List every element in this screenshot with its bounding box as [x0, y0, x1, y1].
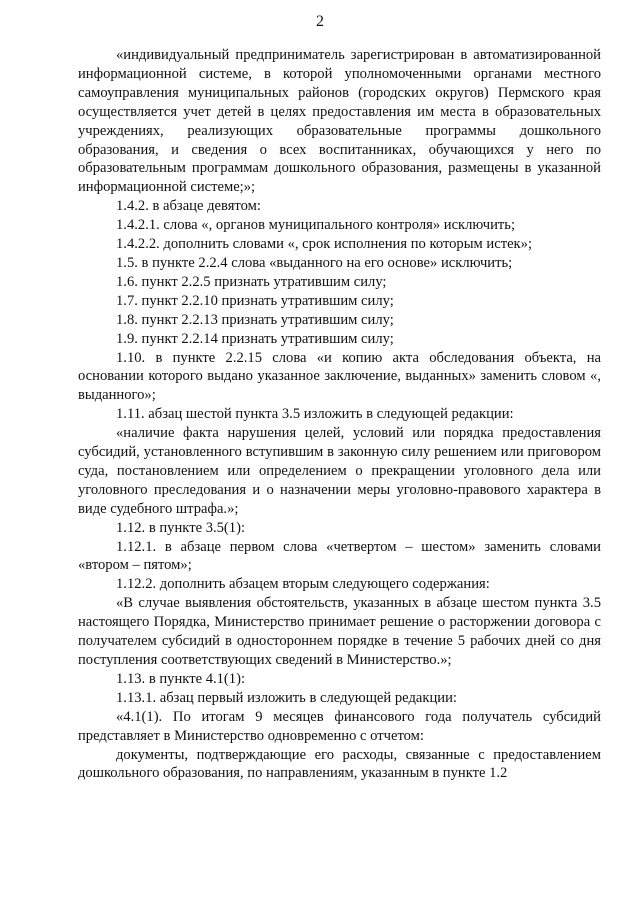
document-body	[78, 46, 601, 783]
paragraph: 1.13. в пункте 4.1(1):	[116, 670, 246, 687]
paragraph: 1.4.2. в абзаце девятом:	[116, 198, 261, 215]
paragraph: «индивидуальный предприниматель зарегистрирован в автоматизированной информационной системе, в которой уполномоченными органами местного самоуправления муниципальных районов (городских округов) Пермского края осуществляется учет детей в целях предоставления им места в образовательных учреждениях, реализующих образовательные программы дошкольного образования, и сведения о всех воспитанниках, обучающихся у него по образовательным программам дошкольного образования, размещены в указанной информационной системе;»;	[78, 47, 601, 196]
paragraph: 1.12. в пункте 3.5(1):	[116, 519, 246, 536]
paragraph: 1.4.2.2. дополнить словами «, срок исполнения по которым истек»;	[116, 236, 532, 253]
paragraph: 1.8. пункт 2.2.13 признать утратившим силу;	[116, 311, 394, 328]
paragraph: 1.6. пункт 2.2.5 признать утратившим силу;	[116, 273, 387, 290]
paragraph: 1.10. в пункте 2.2.15 слова «и копию акта обследования объекта, на основании которого выдано указанное заключение, выданных» заменить словом «, выданного»;	[78, 349, 601, 404]
paragraph: 1.11. абзац шестой пункта 3.5 изложить в следующей редакции:	[116, 406, 514, 423]
paragraph: 1.12.1. в абзаце первом слова «четвертом – шестом» заменить словами «втором – пятом»;	[78, 538, 601, 574]
page-number: 2	[316, 13, 324, 30]
paragraph: 1.5. в пункте 2.2.4 слова «выданного на его основе» исключить;	[116, 254, 513, 271]
paragraph: 1.12.2. дополнить абзацем вторым следующего содержания:	[116, 576, 490, 593]
paragraph: 1.7. пункт 2.2.10 признать утратившим силу;	[116, 292, 394, 309]
paragraph: документы, подтверждающие его расходы, связанные с предоставлением дошкольного образования, по направлениям, указанным в пункте 1.2	[78, 746, 601, 782]
paragraph: «наличие факта нарушения целей, условий или порядка предоставления субсидий, установленного вступившим в законную силу решением или приговором суда, постановлением или определением о прекращении уголовного дела или уголовного преследования и о назначении меры уголовно-правового характера в виде судебного штрафа.»;	[78, 425, 601, 517]
paragraph: 1.4.2.1. слова «, органов муниципального контроля» исключить;	[116, 217, 516, 234]
paragraph: «В случае выявления обстоятельств, указанных в абзаце шестом пункта 3.5 настоящего Порядка, Министерство принимает решение о расторжении договора с получателем субсидий в одностороннем порядке в течение 5 рабочих дней со дня поступления соответствующих сведений в Министерство.»;	[78, 595, 601, 668]
paragraph: 1.9. пункт 2.2.14 признать утратившим силу;	[116, 330, 394, 347]
paragraph: «4.1(1). По итогам 9 месяцев финансового года получатель субсидий представляет в Министерство одновременно с отчетом:	[78, 708, 601, 744]
paragraph: 1.13.1. абзац первый изложить в следующей редакции:	[116, 689, 457, 706]
